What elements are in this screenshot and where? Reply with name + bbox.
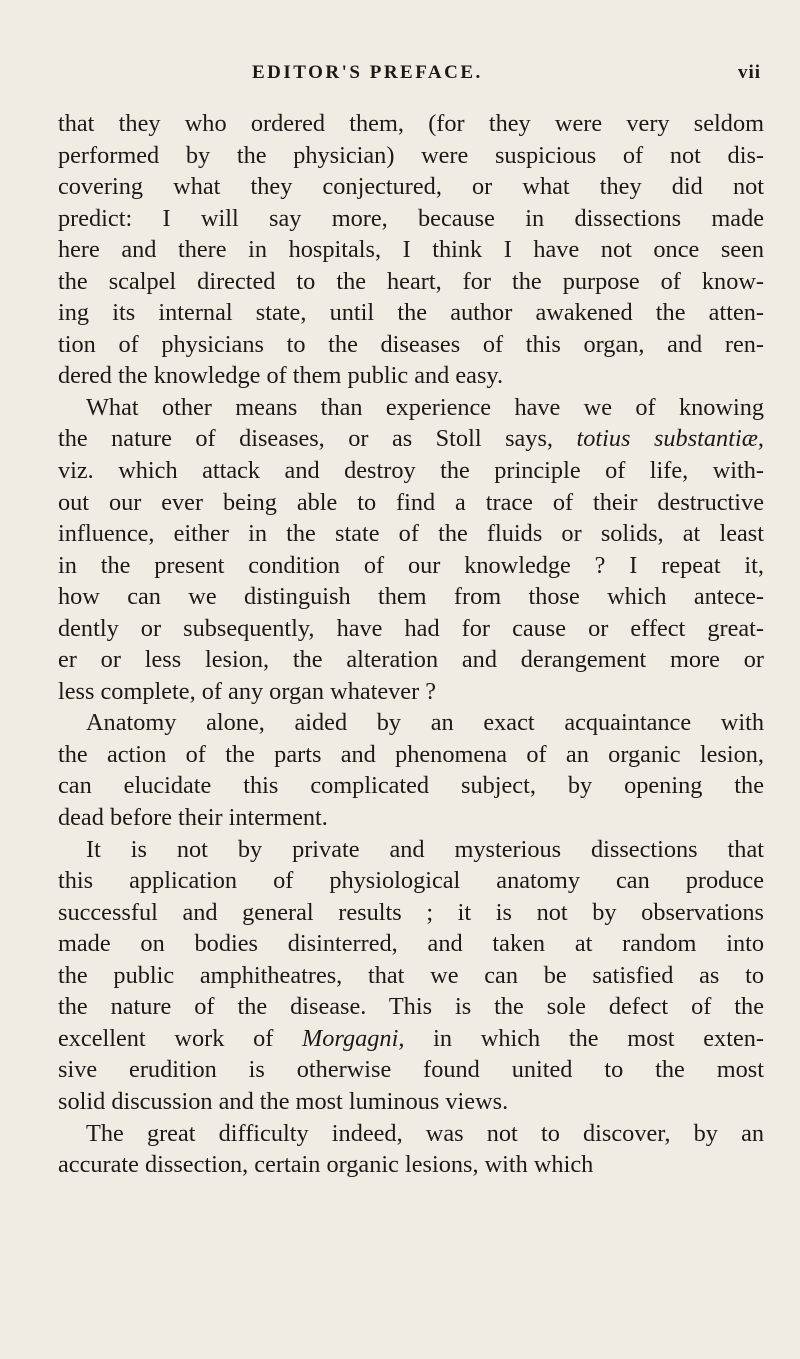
text-line: the public amphitheatres, that we can be satisfied as to	[58, 961, 764, 989]
emphasis: Morgagni,	[302, 1024, 405, 1052]
text-line: that they who ordered them, (for they were very seldom	[58, 110, 764, 137]
text-line: dered the knowledge of them public and easy.	[58, 362, 504, 390]
text-line: less complete, of any organ whatever ?	[58, 677, 437, 705]
text-line: performed by the physician) were suspicious of not dis-	[58, 141, 764, 169]
text-line: ing its internal state, until the author awakened the atten-	[58, 299, 764, 327]
text-line: dead before their interment.	[58, 804, 328, 832]
running-head	[0, 58, 800, 94]
text-line: solid discussion and the most luminous views.	[58, 1087, 509, 1115]
text-line: the action of the parts and phenomena of an organic lesion,	[58, 740, 764, 768]
text-line: What other means than experience have we of knowing	[86, 393, 764, 421]
text-line: how can we distinguish them from those which antece-	[58, 583, 764, 611]
text-line: predict: I will say more, because in dissections made	[58, 204, 764, 232]
text-line: It is not by private and mysterious dissections that	[86, 835, 764, 863]
text-line: influence, either in the state of the fluids or solids, at least	[58, 520, 764, 548]
page-number: vii	[738, 62, 762, 83]
text-line: er or less lesion, the alteration and derangement more or	[58, 646, 764, 674]
text-line: tion of physicians to the diseases of this organ, and ren-	[58, 330, 764, 358]
text-line: The great difficulty indeed, was not to discover, by an	[86, 1119, 764, 1147]
body-text	[58, 108, 764, 1181]
text-line: the nature of diseases, or as Stoll says, totius substantiæ,	[58, 425, 764, 453]
text-line: successful and general results ; it is not by observations	[58, 898, 764, 926]
text-line: excellent work of Morgagni, in which the most exten-	[58, 1024, 764, 1052]
text-line: sive erudition is otherwise found united to the most	[58, 1056, 764, 1084]
text-line: the nature of the disease. This is the sole defect of the	[58, 993, 764, 1021]
text-line: can elucidate this complicated subject, by opening the	[58, 772, 764, 800]
text-line: dently or subsequently, have had for cause or effect great-	[58, 614, 764, 642]
text-line: here and there in hospitals, I think I have not once seen	[58, 236, 764, 264]
text-line: viz. which attack and destroy the principle of life, with-	[58, 457, 764, 485]
text-line: made on bodies disinterred, and taken at random into	[58, 930, 764, 958]
text-line: Anatomy alone, aided by an exact acquaintance with	[86, 709, 764, 737]
text-line: this application of physiological anatomy can produce	[58, 867, 764, 895]
text-line: out our ever being able to find a trace of their destructive	[58, 488, 764, 516]
text-line: covering what they conjectured, or what they did not	[58, 173, 764, 201]
text-line: accurate dissection, certain organic lesions, with which	[58, 1151, 594, 1179]
emphasis: totius substantiæ,	[576, 425, 764, 453]
text-line: in the present condition of our knowledge ? I repeat it,	[58, 551, 764, 579]
text-line: the scalpel directed to the heart, for the purpose of know-	[58, 267, 764, 295]
running-head-title: EDITOR'S PREFACE.	[252, 62, 483, 83]
